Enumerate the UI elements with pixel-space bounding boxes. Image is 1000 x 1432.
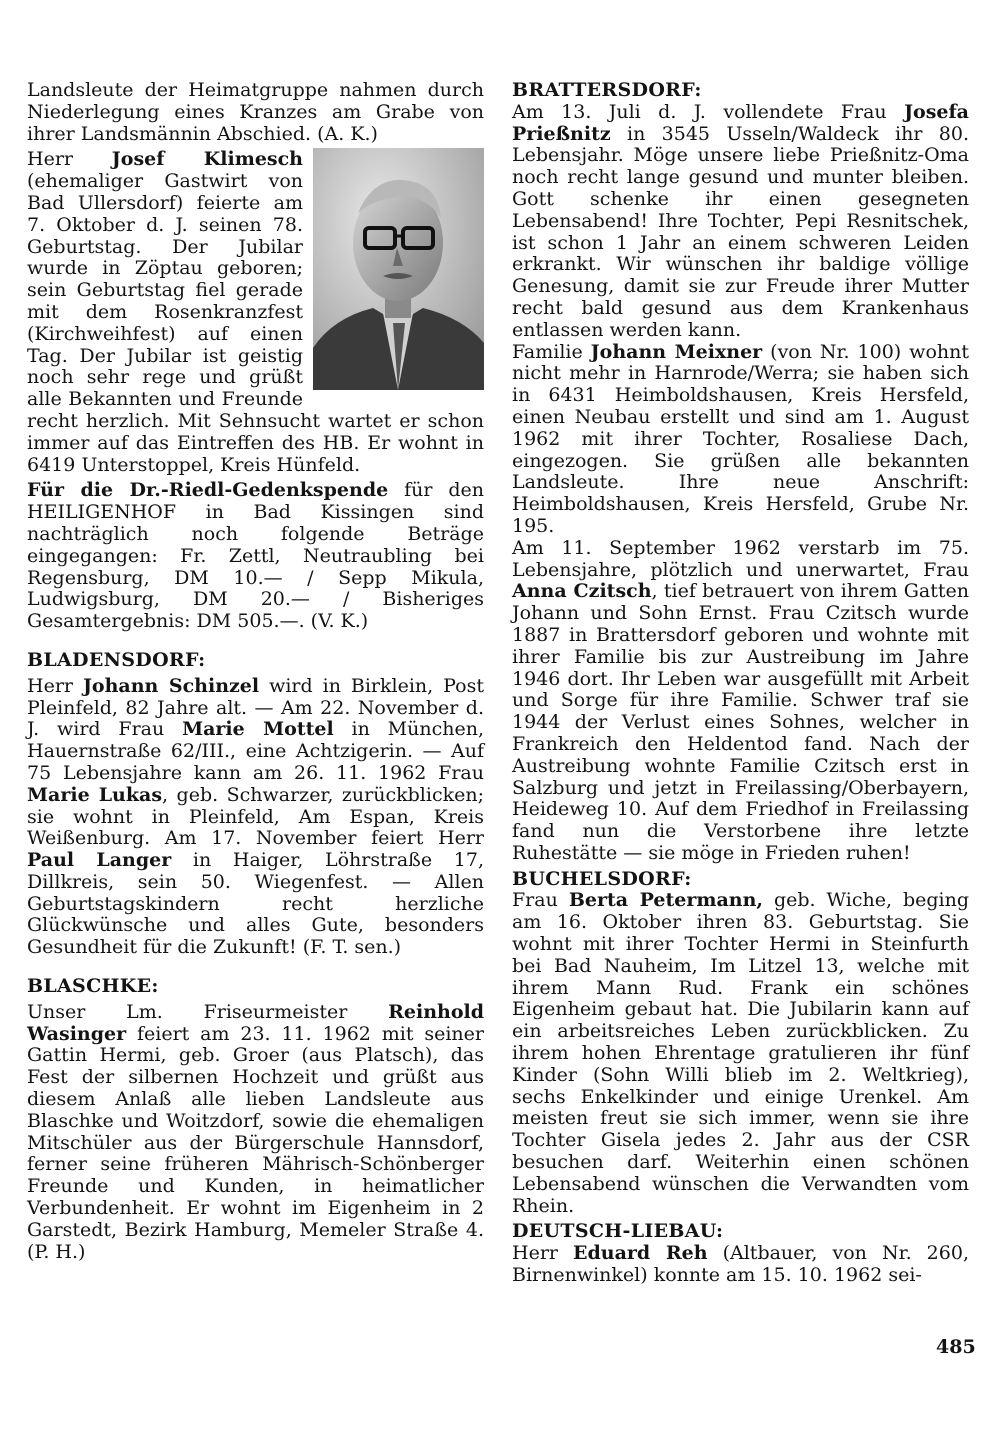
name-reinhold-wasinger: Reinhold Wasinger — [27, 1000, 484, 1045]
name-riedl-gedenkspende: Für die Dr.-Riedl-Gedenkspende — [27, 479, 389, 502]
right-column — [512, 80, 969, 1287]
heading-brattersdorf: BRATTERSDORF: — [512, 79, 702, 101]
left-column — [27, 80, 484, 1263]
portrait-photo — [313, 148, 484, 390]
heading-blaschke: BLASCHKE: — [27, 975, 159, 998]
name-johann-meixner: Johann Meixner — [590, 340, 763, 363]
name-josefa-priessnitz: Josefa Prießnitz — [512, 100, 969, 145]
heading-buchelsdorf: BUCHELSDORF: — [512, 867, 692, 890]
name-berta-petermann: Berta Petermann, — [568, 889, 763, 912]
paragraph-priessnitz: Am 13. Juli d. J. vollendete Frau Josefa Prießnitz in 3545 Usseln/Waldeck ihr 80. Lebensjahr. Möge unsere liebe Prießnitz-Oma noch recht lange gesund und munter bleiben. Gott schenke ihr einen gesegneten Lebensabend! Ihre Tochter, Pepi Resnitschek, ist schon 1 Jahr an einem schweren Leiden erkrankt. Wir wünschen ihr baldige völlige Genesung, damit sie zur Freude ihrer Mutter recht bald gesund aus dem Krankenhaus entlassen werden kann. — [512, 100, 969, 341]
paragraph-blaschke: Unser Lm. Friseurmeister Reinhold Wasinger feiert am 23. 11. 1962 mit seiner Gattin Hermi, geb. Groer (aus Platsch), das Fest der silbernen Hochzeit und grüßt aus diesem Anlaß alle lieben Landsleute aus Blaschke und Woitzdorf, sowie die ehemaligen Mitschüler aus der Bürgerschule Hannsdorf, ferner seine früheren Mährisch-Schönberger Freunde und Kunden, in heimatlicher Verbundenheit. Er wohnt im Eigenheim in 2 Garstedt, Bezirk Hamburg, Memeler Straße 4. (P. H.) — [27, 1000, 484, 1263]
heading-deutsch-liebau: DEUTSCH-LIEBAU: — [512, 1220, 724, 1243]
paragraph-klimesch: Herr Josef Klimesch (ehemaliger Gastwirt von Bad Ullersdorf) feierte am 7. Oktober d. J. seinen 78. Geburtstag. Der Jubilar wurde in Zöptau geboren; sein Geburtstag fiel gerade mit dem Rosenkranzfest (Kirchweihfest) auf einen Tag. Der Jubilar ist geistig noch sehr rege und grüßt alle Bekannten und Freunde recht herzlich. Mit Sehnsucht wartet er schon immer auf das Eintreffen des HB. Er wohnt in 6419 Unterstoppel, Kreis Hünfeld. — [27, 148, 484, 476]
paragraph-czitsch: Am 11. September 1962 verstarb im 75. Lebensjahre, plötzlich und unerwartet, Frau Anna Czitsch, tief betrauert von ihrem Gatten Johann und Sohn Ernst. Frau Czitsch wurde 1887 in Brattersdorf geboren und wohnte mit ihrer Familie bis zur Austreibung im Jahre 1946 dort. Ihr Leben war ausgefüllt mit Arbeit und Sorge für ihre Familie. Schwer traf sie 1944 der Verlust eines Sohnes, welcher in Frankreich den Heldentod fand. Nach der Austreibung wohnte Familie Czitsch erst in Salzburg und jetzt in Freilassing/Oberbayern, Heideweg 10. Auf dem Friedhof in Freilassing fand nun die Verstorbene ihre letzte Ruhestätte — sie möge in Frieden ruhen! — [512, 536, 970, 864]
paragraph-reh: Herr Eduard Reh (Altbauer, von Nr. 260, Birnenwinkel) konnte am 15. 10. 1962 sei- — [512, 1242, 969, 1287]
paragraph-bladensdorf: Herr Johann Schinzel wird in Birklein, Post Pleinfeld, 82 Jahre alt. — Am 22. November d. J. wird Frau Marie Mottel in München, Hauernstraße 62/III., eine Achtzigerin. — Auf 75 Lebensjahre kann am 26. 11. 1962 Frau Marie Lukas, geb. Schwarzer, zurückblicken; sie wohnt in Pleinfeld, Am Espan, Kreis Weißenburg. Am 17. November feiert Herr Paul Langer in Haiger, Löhrstraße 17, Dillkreis, sein 50. Wiegenfest. — Allen Geburtstagskindern recht herzliche Glückwünsche und alles Gute, besonders Gesundheit für die Zukunft! (F. T. sen.) — [27, 674, 484, 959]
name-eduard-reh: Eduard Reh — [573, 1242, 708, 1265]
name-josef-klimesch: Josef Klimesch — [111, 148, 303, 171]
heading-bladensdorf: BLADENSDORF: — [27, 648, 206, 671]
paragraph-heimatgruppe: Landsleute der Heimatgruppe nahmen durch Niederlegung eines Kranzes am Grabe von ihrer Landsmännin Abschied. (A. K.) — [27, 79, 484, 145]
paragraph-riedl-gedenkspende: Für die Dr.-Riedl-Gedenkspende für den HEILIGENHOF in Bad Kissingen sind nachträglich noch folgende Beträge eingegangen: Fr. Zettl, Neutraubling bei Regensburg, DM 10.— / Sepp Mikula, Ludwigsburg, DM 20.— / Bisheriges Gesamtergebnis: DM 505.—. (V. K.) — [27, 479, 484, 633]
name-marie-mottel: Marie Mottel — [182, 718, 334, 741]
paragraph-petermann: Frau Berta Petermann, geb. Wiche, beging am 16. Oktober ihren 83. Geburtstag. Sie wohnt mit ihrer Tochter Hermi in Steinfurth bei Bad Nauheim, Im Litzel 13, welche mit ihrem Mann Rud. Frank ein schönes Eigenheim gebaut hat. Die Jubilarin kann auf ein arbeitsreiches Leben zurückblicken. Zu ihrem hohen Ehrentage gratulieren ihr fünf Kinder (Sohn Willi blieb im 2. Weltkrieg), sechs Enkelkinder und einige Urenkel. Am meisten freut sie sich immer, wenn sie ihre Tochter Gisela jedes 2. Jahr aus der CSR besuchen darf. Weiterhin einen schönen Lebensabend wünschen die Verwandten vom Rhein. — [512, 889, 969, 1217]
name-johann-schinzel: Johann Schinzel — [82, 674, 260, 697]
paragraph-meixner: Familie Johann Meixner (von Nr. 100) wohnt nicht mehr in Harnrode/Werra; sie haben sich in 6431 Heimboldshausen, Kreis Hersfeld, einen Neubau erstellt und sind am 1. August 1962 mit ihrer Tochter, Rosaliese Dach, eingezogen. Sie grüßen alle bekannten Landsleute. Ihre neue Anschrift: Heimboldshausen, Kreis Hersfeld, Grube Nr. 195. — [512, 340, 969, 537]
name-paul-langer: Paul Langer — [27, 849, 172, 872]
name-marie-lukas: Marie Lukas — [27, 783, 163, 806]
page-number: 485 — [936, 1336, 976, 1358]
name-anna-czitsch: Anna Czitsch — [512, 580, 652, 603]
